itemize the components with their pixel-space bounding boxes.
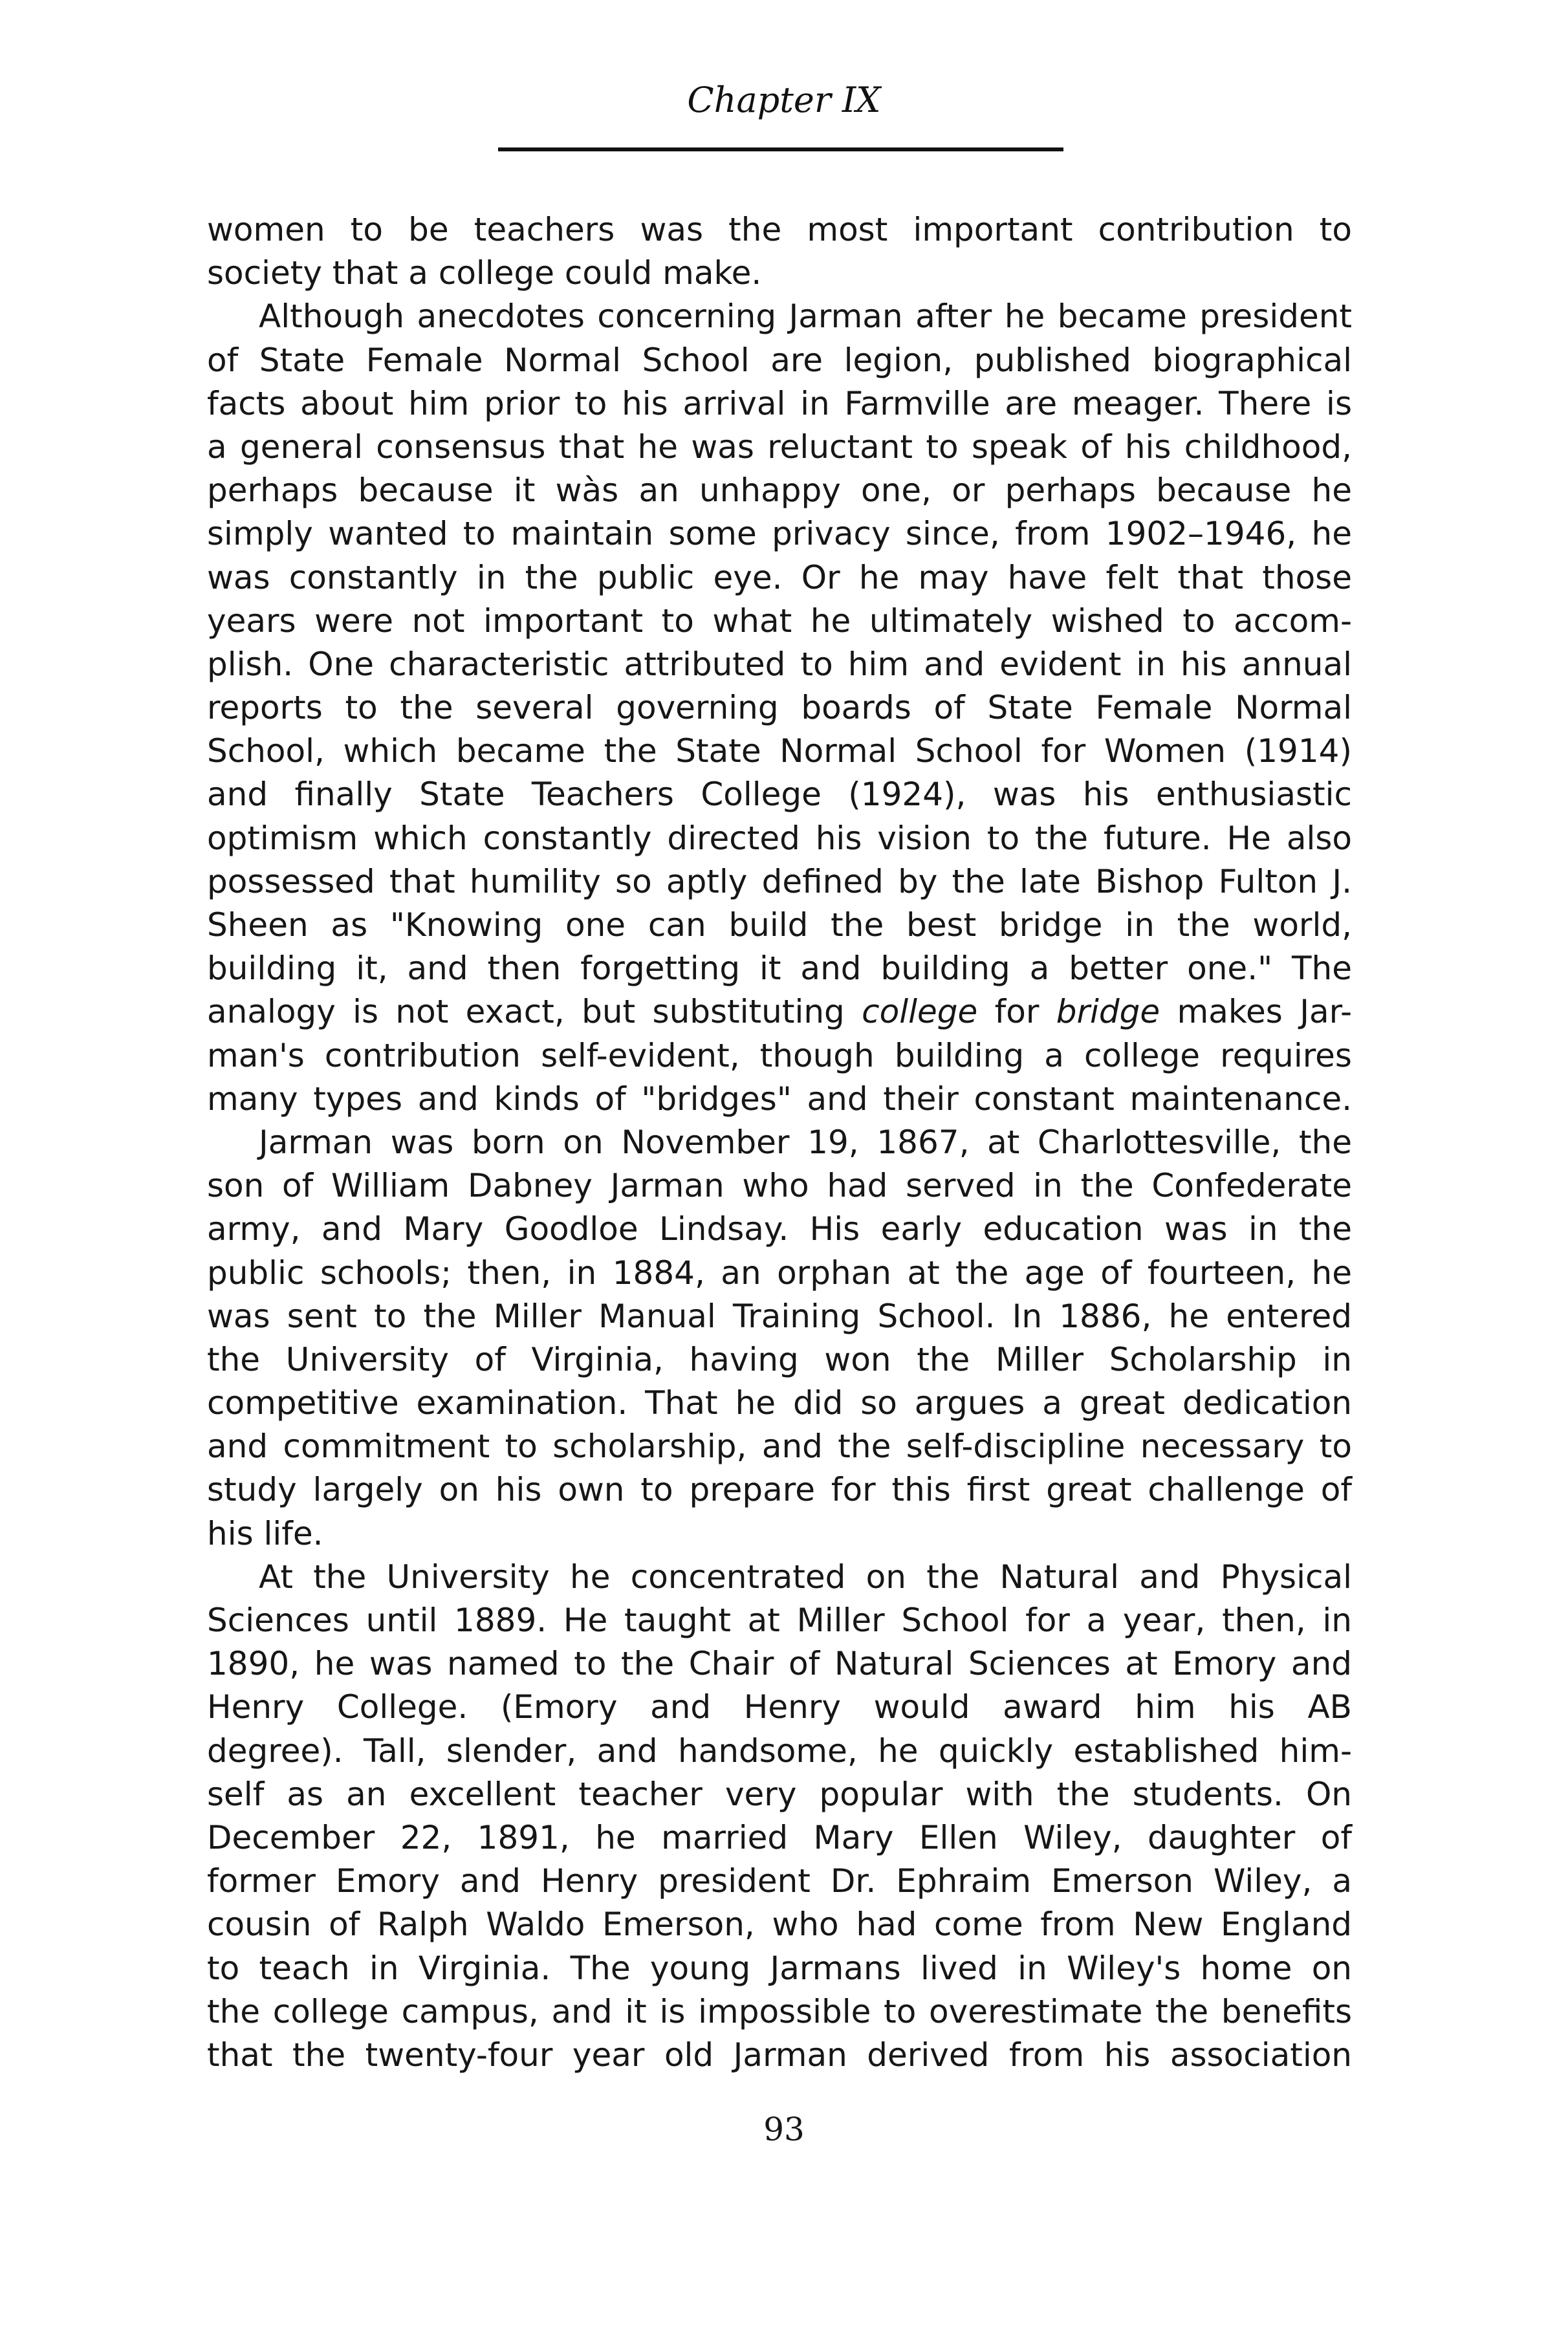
text-line: study largely on his own to prepare for this first great challenge of (207, 1471, 1352, 1509)
text-line: 1890, he was named to the Chair of Natural Sciences at Emory and (207, 1645, 1352, 1683)
text-line: At the University he concentrated on the Natural and Physical (259, 1558, 1352, 1596)
text-line: reports to the several governing boards of State Female Normal (207, 689, 1352, 727)
text-line: cousin of Ralph Waldo Emerson, who had come from New England (207, 1906, 1352, 1944)
text-line: Jarman was born on November 19, 1867, at Charlottesville, the (259, 1123, 1352, 1161)
text-line: the University of Virginia, having won the Miller Scholarship in (207, 1340, 1352, 1378)
text-fragment: makes Jar- (1160, 993, 1353, 1031)
text-line: simply wanted to maintain some privacy since, from 1902–1946, he (207, 515, 1352, 553)
text-line: Although anecdotes concerning Jarman after he became president (259, 298, 1352, 336)
body-text (207, 208, 1352, 2077)
text-line: possessed that humility so aptly defined by the late Bishop Fulton J. (207, 862, 1352, 900)
text-line: facts about him prior to his arrival in Farmville are meager. There is (207, 384, 1352, 422)
text-line: the college campus, and it is impossible to overestimate the benefits (207, 1992, 1352, 2030)
text-line: his life. (207, 1514, 323, 1552)
text-fragment: for (977, 993, 1056, 1031)
text-line: and commitment to scholarship, and the self-discipline necessary to (207, 1428, 1352, 1466)
italic-word-bridge: bridge (1056, 993, 1160, 1031)
text-line: son of William Dabney Jarman who had served in the Confederate (207, 1167, 1352, 1205)
text-line: Sheen as "Knowing one can build the best bridge in the world, (207, 906, 1352, 944)
text-line: society that a college could make. (207, 254, 762, 292)
text-line: competitive examination. That he did so argues a great dedication (207, 1384, 1352, 1422)
text-line: School, which became the State Normal School for Women (1914) (207, 732, 1352, 770)
text-line: degree). Tall, slender, and handsome, he quickly established him- (207, 1732, 1352, 1770)
text-line: was constantly in the public eye. Or he may have felt that those (207, 558, 1352, 596)
text-line: army, and Mary Goodloe Lindsay. His early education was in the (207, 1210, 1352, 1248)
paragraph-3 (207, 1121, 1352, 1556)
text-line: was sent to the Miller Manual Training School. In 1886, he entered (207, 1297, 1352, 1335)
text-fragment: analogy is not exact, but substituting (207, 993, 862, 1031)
text-line: December 22, 1891, he married Mary Ellen Wiley, daughter of (207, 1818, 1352, 1856)
text-line: former Emory and Henry president Dr. Ephraim Emerson Wiley, a (207, 1862, 1352, 1900)
running-head: Chapter IX (687, 80, 881, 120)
text-line: that the twenty-four year old Jarman derived from his association (207, 2036, 1352, 2074)
text-line: perhaps because it wàs an unhappy one, or perhaps because he (207, 472, 1352, 510)
italic-word-college: college (862, 993, 978, 1031)
text-line-with-italics (207, 990, 1352, 1034)
text-line: plish. One characteristic attributed to him and evident in his annual (207, 645, 1352, 683)
text-line: to teach in Virginia. The young Jarmans lived in Wiley's home on (207, 1949, 1352, 1987)
text-line: and finally State Teachers College (1924), was his enthusiastic (207, 776, 1352, 814)
header-rule (498, 147, 1063, 151)
paragraph-1 (207, 208, 1352, 295)
text-line: optimism which constantly directed his vision to the future. He also (207, 819, 1352, 857)
text-line: women to be teachers was the most important contribution to (207, 211, 1352, 248)
text-line: many types and kinds of "bridges" and their constant maintenance. (207, 1080, 1352, 1118)
text-line: a general consensus that he was reluctant to speak of his childhood, (207, 428, 1352, 466)
page-number: 93 (763, 2111, 805, 2148)
text-line: Sciences until 1889. He taught at Miller School for a year, then, in (207, 1602, 1352, 1639)
text-line: man's contribution self-evident, though building a college requires (207, 1036, 1352, 1074)
text-line: building it, and then forgetting it and building a better one." The (207, 950, 1352, 988)
text-line: of State Female Normal School are legion, published biographical (207, 341, 1352, 379)
paragraph-4 (207, 1556, 1352, 2077)
text-line: Henry College. (Emory and Henry would award him his AB (207, 1688, 1352, 1726)
text-line: public schools; then, in 1884, an orphan at the age of fourteen, he (207, 1254, 1352, 1292)
paragraph-2 (207, 295, 1352, 1121)
text-line: self as an excellent teacher very popular with the students. On (207, 1775, 1352, 1813)
text-line: years were not important to what he ultimately wished to accom- (207, 602, 1352, 640)
